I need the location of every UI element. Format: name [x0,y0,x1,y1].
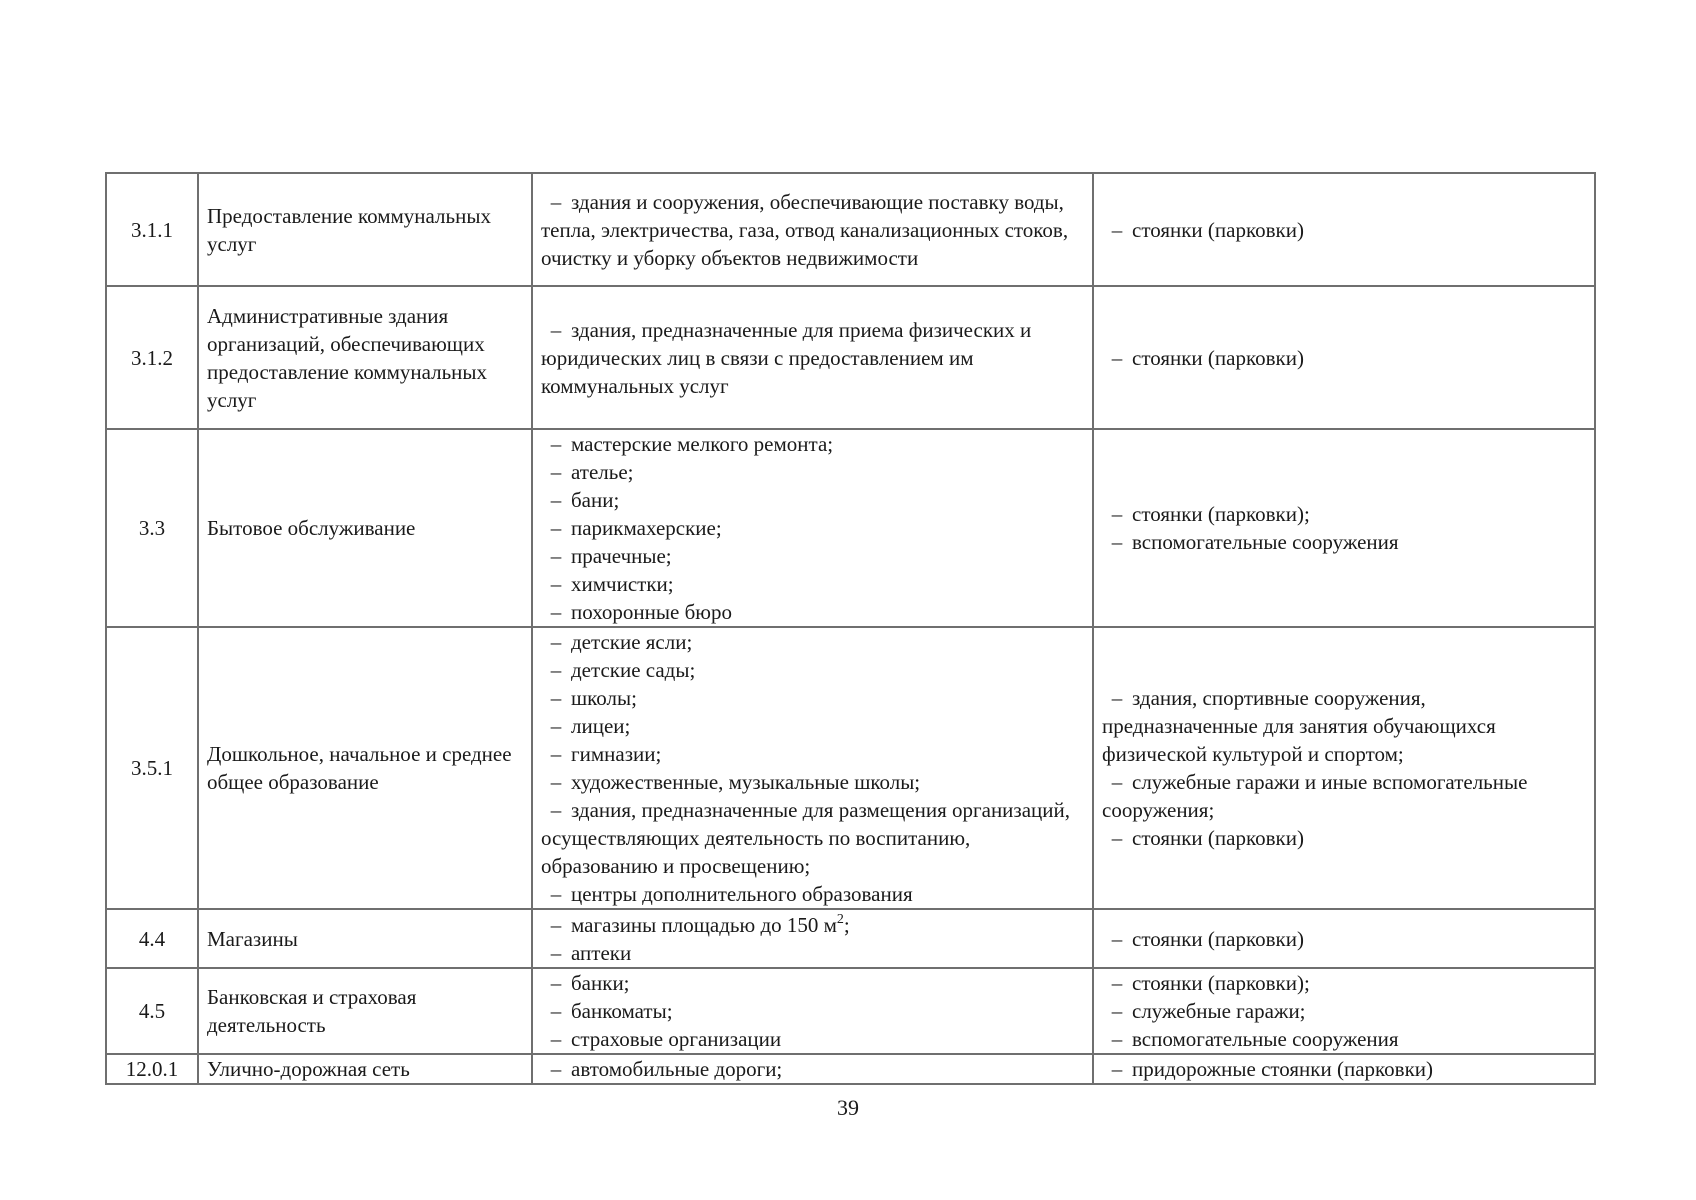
main-uses-cell [532,173,1093,286]
main-use-item [541,1055,1084,1083]
main-use-item [541,1025,1084,1053]
dash-mark: – [1111,217,1123,242]
main-use-item: здания, предназначенные для приема физических и юридических лиц в связи с предоставлением им коммунальных услуг [541,317,1032,398]
row-code: 3.5.1 [106,627,198,909]
main-use-text: детские ясли; [571,630,693,654]
aux-use-text: вспомогательные сооружения [1132,1027,1399,1051]
superscript: 2 [836,911,844,927]
dash-mark: – [1111,530,1123,554]
dash-mark: – [550,460,562,484]
dash-mark: – [550,432,562,456]
main-use-item [541,628,1084,656]
dash-mark: – [1111,826,1123,850]
dash-mark: – [550,999,562,1023]
dash-mark: – [1111,770,1123,794]
aux-uses-cell [1093,173,1595,286]
main-use-item [541,880,1084,908]
main-use-text: школы; [571,686,637,710]
dash-mark: – [550,686,562,710]
main-use-item [541,430,1084,458]
dash-mark: – [550,940,562,965]
dash-mark: – [550,882,562,906]
main-use-item [541,458,1084,486]
dash-mark: – [550,488,562,512]
main-use-item [541,939,1084,967]
main-use-text: здания, предназначенные для размещения организаций, осуществляющих деятельность по воспитанию, образованию и просвещению; [541,798,1071,878]
aux-use-item [1102,684,1586,768]
main-use-tail: ; [843,912,850,937]
main-use-text: страховые организации [571,1027,782,1051]
dash-mark: – [550,798,562,822]
dash-mark: – [550,742,562,766]
dash-mark: – [550,714,562,738]
aux-use-text: служебные гаражи; [1132,999,1306,1023]
aux-use-text: стоянки (парковки) [1132,217,1304,242]
main-use-text: лицеи; [571,714,631,738]
main-use-text: гимназии; [571,742,662,766]
table-row [106,1054,1595,1084]
dash-mark: – [550,572,562,596]
main-use-text: детские сады; [571,658,696,682]
dash-mark: – [550,317,562,342]
main-use-text: ателье; [571,460,634,484]
main-use-text: аптеки [571,940,632,965]
main-uses-cell [532,968,1093,1054]
dash-mark: – [550,189,562,214]
dash-mark: – [1111,345,1123,370]
main-use-item [541,598,1084,626]
row-name: Дошкольное, начальное и среднее общее образование [198,627,532,909]
main-use-text: бани; [571,488,620,512]
main-use-item [541,542,1084,570]
dash-mark: – [1111,686,1123,710]
main-use-item [541,656,1084,684]
aux-uses-cell [1093,1054,1595,1084]
dash-mark: – [550,912,562,937]
main-use-item [541,740,1084,768]
aux-use-text: придорожные стоянки (парковки) [1132,1057,1434,1081]
dash-mark: – [550,600,562,624]
main-use-text: парикмахерские; [571,516,722,540]
aux-uses-cell [1093,627,1595,909]
main-use-text: мастерские мелкого ремонта; [571,432,834,456]
aux-use-text: стоянки (парковки) [1132,926,1304,951]
main-use-text: центры дополнительного образования [571,882,913,906]
row-name: Предоставление коммунальных услуг [198,173,532,286]
main-use-text: химчистки; [571,572,674,596]
table-row [106,968,1595,1054]
aux-use-item [1102,528,1586,556]
aux-use-item [1102,344,1586,372]
table-row [106,429,1595,627]
table-row [106,627,1595,909]
dash-mark: – [550,544,562,568]
main-use-item [541,514,1084,542]
aux-uses-cell [1093,968,1595,1054]
row-code: 3.3 [106,429,198,627]
main-use-text: банкоматы; [571,999,673,1023]
aux-use-item [1102,997,1586,1025]
dash-mark: – [1111,1057,1123,1081]
row-name: Улично-дорожная сеть [198,1054,532,1084]
main-use-item [541,997,1084,1025]
main-use-item [541,911,1084,939]
main-use-item [541,486,1084,514]
aux-use-text: стоянки (парковки); [1132,502,1310,526]
main-uses-cell [532,429,1093,627]
dash-mark: – [550,770,562,794]
aux-use-item [1102,969,1586,997]
row-code: 12.0.1 [106,1054,198,1084]
dash-mark: – [550,1057,562,1081]
row-name: Банковская и страховая деятельность [198,968,532,1054]
row-code: 4.5 [106,968,198,1054]
dash-mark: – [1111,502,1123,526]
aux-uses-cell [1093,429,1595,627]
aux-use-item [1102,500,1586,528]
table-row [106,286,1595,429]
land-use-table [105,172,1596,1085]
aux-uses-cell [1093,286,1595,429]
aux-use-text: стоянки (парковки) [1132,826,1304,850]
row-name: Бытовое обслуживание [198,429,532,627]
row-code: 3.1.2 [106,286,198,429]
main-use-item [541,712,1084,740]
aux-use-item [1102,1025,1586,1053]
main-use-text: прачечные; [571,544,672,568]
main-use-item [541,570,1084,598]
aux-use-text: стоянки (парковки) [1132,345,1304,370]
aux-use-item [1102,925,1586,953]
aux-use-item [1102,1055,1586,1083]
main-use-text: автомобильные дороги; [571,1057,783,1081]
aux-use-text: здания, спортивные сооружения, предназначенные для занятия обучающихся физической культурой и спортом; [1102,686,1496,766]
main-uses-cell [532,909,1093,968]
main-uses-cell [532,627,1093,909]
main-use-item [541,969,1084,997]
main-use-text: художественные, музыкальные школы; [571,770,921,794]
dash-mark: – [550,971,562,995]
main-uses-cell [532,1054,1093,1084]
main-use-item [541,796,1084,880]
aux-use-item [1102,216,1586,244]
aux-use-text: служебные гаражи и иные вспомогательные сооружения; [1102,770,1528,822]
dash-mark: – [550,630,562,654]
aux-use-item [1102,768,1586,824]
table-row [106,173,1595,286]
main-use-item [541,768,1084,796]
main-use-text: банки; [571,971,630,995]
page-number: 39 [837,1095,859,1120]
table-row [106,909,1595,968]
dash-mark: – [1111,999,1123,1023]
main-use-item [541,684,1084,712]
aux-use-text: вспомогательные сооружения [1132,530,1399,554]
dash-mark: – [1111,1027,1123,1051]
row-name: Магазины [198,909,532,968]
main-uses-cell [532,286,1093,429]
main-use-item: здания и сооружения, обеспечивающие поставку воды, тепла, электричества, газа, отвод канализационных стоков, очистку и уборку объектов недвижимости [541,189,1069,270]
row-code: 3.1.1 [106,173,198,286]
dash-mark: – [1111,971,1123,995]
aux-use-item [1102,824,1586,852]
dash-mark: – [550,658,562,682]
row-code: 4.4 [106,909,198,968]
dash-mark: – [550,516,562,540]
main-use-text: магазины площадью до 150 м [571,912,837,937]
row-name: Административные здания организаций, обеспечивающих предоставление коммунальных услуг [198,286,532,429]
aux-use-text: стоянки (парковки); [1132,971,1310,995]
dash-mark: – [1111,926,1123,951]
dash-mark: – [550,1027,562,1051]
main-use-text: похоронные бюро [571,600,732,624]
aux-uses-cell [1093,909,1595,968]
